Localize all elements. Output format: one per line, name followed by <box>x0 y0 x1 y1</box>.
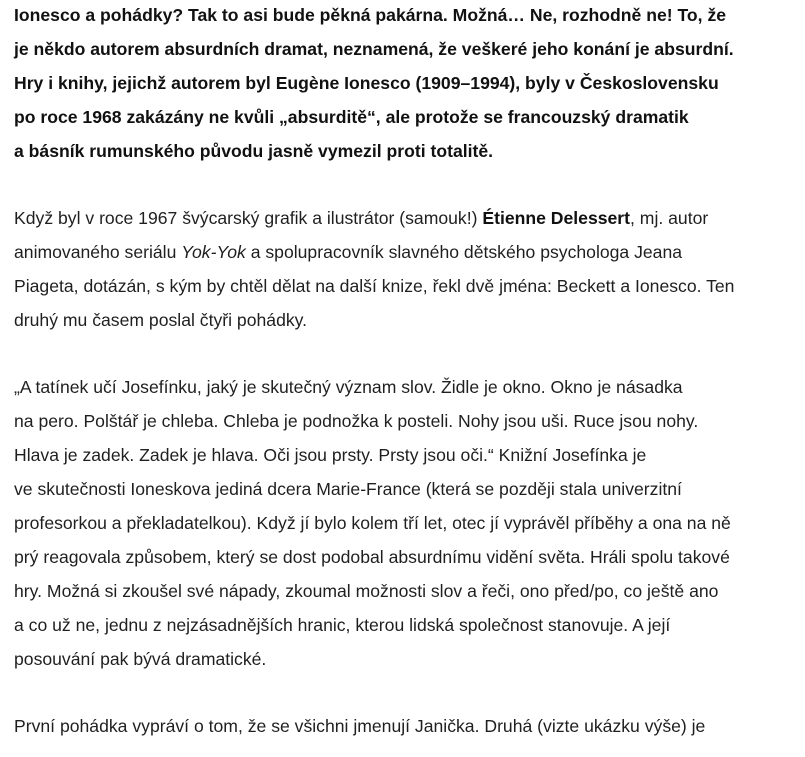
paragraph-line: „A tatínek učí Josefínku, jaký je skutečný význam slov. Židle je okno. Okno je násadka <box>14 377 683 397</box>
paragraph-gap <box>14 676 805 709</box>
paragraph-line: a co už ne, jednu z nejzásadnějších hranic, kterou lidská společnost stanovuje. A její <box>14 615 671 635</box>
article-body <box>14 0 805 743</box>
person-name: Étienne Delessert <box>482 208 631 228</box>
text-run: Když byl v roce 1967 švýcarský grafik a ilustrátor (samouk!) <box>14 208 483 228</box>
paragraph-line: druhý mu časem poslal čtyři pohádky. <box>14 310 308 330</box>
paragraph-line: Hlava je zadek. Zadek je hlava. Oči jsou prsty. Prsty jsou oči.“ Knižní Josefínka je <box>14 445 647 465</box>
text-run: , mj. autor <box>630 208 709 228</box>
paragraph-gap <box>14 168 805 201</box>
series-title: Yok-Yok <box>181 242 246 262</box>
text-run: a spolupracovník slavného dětského psychologa Jeana <box>245 242 683 262</box>
lead-line: je někdo autorem absurdních dramat, neznamená, že veškeré jeho konání je absurdní. <box>14 39 734 59</box>
paragraph-line: První pohádka vypráví o tom, že se všichni jmenují Janička. Druhá (vizte ukázku výše) je <box>14 716 706 736</box>
text-run: animovaného seriálu <box>14 242 182 262</box>
paragraph-line: Piageta, dotázán, s kým by chtěl dělat na další knize, řekl dvě jména: Beckett a Ionesco. Ten <box>14 276 735 296</box>
paragraph-line: posouvání pak bývá dramatické. <box>14 649 267 669</box>
lead-line: Ionesco a pohádky? Tak to asi bude pěkná pakárna. Možná… Ne, rozhodně ne! To, že <box>14 5 727 25</box>
paragraph-line <box>14 235 805 269</box>
lead-line: Hry i knihy, jejichž autorem byl Eugène Ionesco (1909–1994), byly v Československu <box>14 73 719 93</box>
lead-line: a básník rumunského původu jasně vymezil proti totalitě. <box>14 141 494 161</box>
paragraph-line: prý reagovala způsobem, který se dost podobal absurdnímu vidění světa. Hráli spolu takové <box>14 547 730 567</box>
paragraph-line: hry. Možná si zkoušel své nápady, zkoumal možnosti slov a řeči, ono před/po, co ještě ano <box>14 581 719 601</box>
paragraph-line: na pero. Polštář je chleba. Chleba je podnožka k posteli. Nohy jsou uši. Ruce jsou nohy. <box>14 411 699 431</box>
paragraph-delessert <box>14 201 805 337</box>
paragraph-pohadky <box>14 709 805 743</box>
paragraph-line: ve skutečnosti Ioneskova jediná dcera Marie-France (která se později stala univerzitní <box>14 479 682 499</box>
lead-line: po roce 1968 zakázány ne kvůli „absurditě“, ale protože se francouzský dramatik <box>14 107 689 127</box>
paragraph-line <box>14 201 805 235</box>
paragraph-gap <box>14 337 805 370</box>
lead-paragraph <box>14 0 805 168</box>
paragraph-line: profesorkou a překladatelkou). Když jí bylo kolem tří let, otec jí vyprávěl příběhy a ona na ně <box>14 513 731 533</box>
paragraph-josefinka <box>14 370 805 676</box>
